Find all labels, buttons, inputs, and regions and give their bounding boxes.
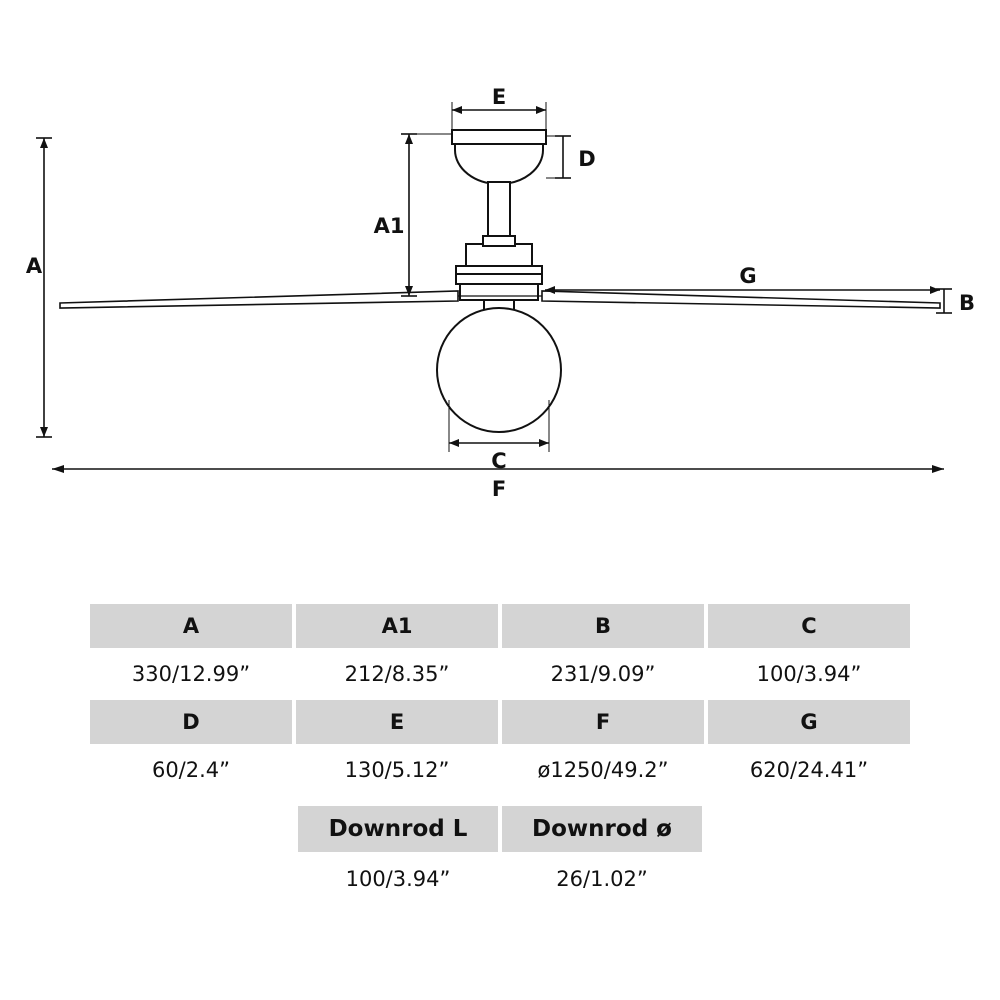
dimension-label-D: D <box>578 147 596 171</box>
dimension-label-A1: A1 <box>373 214 405 238</box>
motor-collar <box>466 236 532 266</box>
dimension-label-A: A <box>25 254 43 278</box>
table-header-A1: A1 <box>296 604 498 648</box>
downrod-table <box>294 802 706 906</box>
table-header-E: E <box>296 700 498 744</box>
table-value-B: 231/9.09” <box>502 652 704 696</box>
dimension-A1 <box>401 134 452 296</box>
table-row-values-3 <box>298 856 702 902</box>
table-value-G: 620/24.41” <box>708 748 910 792</box>
table-value-A: 330/12.99” <box>90 652 292 696</box>
dimension-label-G: G <box>739 264 757 288</box>
dimension-table <box>86 600 914 796</box>
table-header-downrod-diameter: Downrod ø <box>502 806 702 852</box>
table-row-headers-3 <box>298 806 702 852</box>
canopy-plate <box>452 130 546 144</box>
dimension-label-B: B <box>958 291 976 315</box>
table-row-values-1 <box>90 652 910 696</box>
dimension-label-E: E <box>491 85 507 109</box>
dimension-D <box>546 136 571 178</box>
table-header-downrod-length: Downrod L <box>298 806 498 852</box>
table-value-D: 60/2.4” <box>90 748 292 792</box>
table-value-downrod-length: 100/3.94” <box>298 856 498 902</box>
table-row-headers-2 <box>90 700 910 744</box>
table-value-downrod-diameter: 26/1.02” <box>502 856 702 902</box>
table-header-C: C <box>708 604 910 648</box>
dimension-label-C: C <box>491 449 507 473</box>
table-value-A1: 212/8.35” <box>296 652 498 696</box>
light-globe <box>437 300 561 432</box>
table-row-headers-1 <box>90 604 910 648</box>
dimension-A <box>36 138 52 437</box>
table-header-A: A <box>90 604 292 648</box>
fan-blade-left <box>60 291 458 308</box>
dimension-label-F: F <box>491 477 507 501</box>
dimension-B <box>936 289 952 313</box>
table-header-F: F <box>502 700 704 744</box>
table-value-F: ø1250/49.2” <box>502 748 704 792</box>
dimension-table-area <box>0 600 1000 906</box>
fan-blade-right <box>542 291 940 308</box>
canopy-dome <box>455 144 543 184</box>
table-value-E: 130/5.12” <box>296 748 498 792</box>
table-header-G: G <box>708 700 910 744</box>
table-value-C: 100/3.94” <box>708 652 910 696</box>
downrod <box>488 182 510 244</box>
table-header-D: D <box>90 700 292 744</box>
table-row-values-2 <box>90 748 910 792</box>
motor-housing <box>456 266 542 300</box>
table-header-B: B <box>502 604 704 648</box>
